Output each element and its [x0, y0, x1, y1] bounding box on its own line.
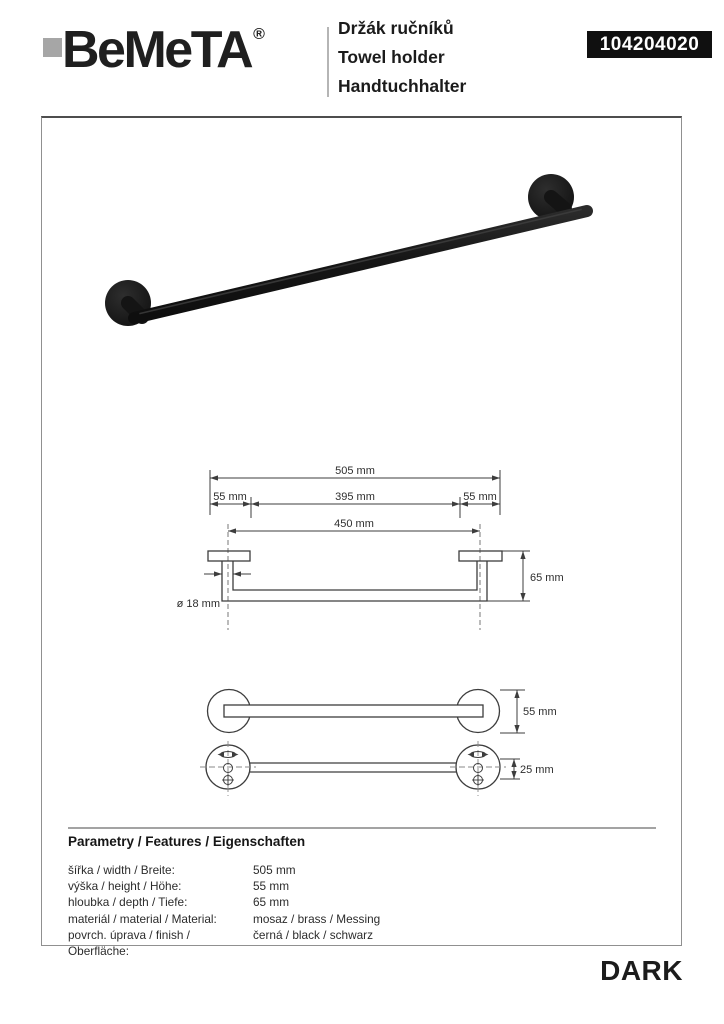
product-title-cs: Držák ručníků	[338, 18, 454, 38]
parameter-label: výška / height / Höhe:	[68, 879, 182, 894]
parameter-value: 55 mm	[253, 879, 290, 894]
dim-mount-centers-label: 450 mm	[334, 518, 374, 530]
product-title-en: Towel holder	[338, 47, 445, 67]
left-wall-plate	[208, 551, 250, 561]
dim-offset-right-label: 55 mm	[463, 491, 497, 503]
dim-overall-width-label: 505 mm	[335, 465, 375, 477]
parameter-value: černá / black / schwarz	[253, 927, 373, 942]
parameter-row	[68, 927, 380, 959]
tube-inner-outline	[233, 561, 477, 590]
product-title-block	[338, 14, 466, 101]
registered-trademark-symbol: ®	[253, 26, 265, 43]
brand-logo	[62, 21, 265, 79]
product-title-de: Handtuchhalter	[338, 76, 467, 96]
parameter-label: šířka / width / Breite:	[68, 863, 175, 877]
product-photo	[60, 140, 640, 430]
front-rail	[224, 705, 483, 717]
parameters-title: Parametry / Features / Eigenschaften	[68, 834, 306, 849]
dim-offset-left-label: 55 mm	[213, 491, 247, 503]
right-mount-stub	[551, 197, 565, 209]
parameter-label: hloubka / depth / Tiefe:	[68, 895, 188, 910]
technical-drawing	[41, 440, 682, 820]
dim-height-label: 55 mm	[523, 706, 557, 718]
parameter-row	[68, 878, 380, 894]
mount-view	[200, 741, 520, 796]
parameters-table	[68, 862, 380, 959]
parameter-row	[68, 862, 380, 878]
product-code-badge: 104204020	[587, 31, 712, 58]
rail-highlight	[140, 210, 581, 314]
parameter-row	[68, 911, 380, 927]
parameter-row	[68, 894, 380, 910]
dim-tube-diameter-label: ø 18 mm	[176, 598, 220, 610]
brand-logo-text: BeMeTA	[62, 21, 252, 79]
header-divider	[327, 27, 329, 97]
dim-inner-width-label: 395 mm	[335, 491, 375, 503]
parameter-value: 505 mm	[253, 863, 296, 877]
brand-logo-square	[43, 38, 62, 57]
dim-depth-label: 65 mm	[530, 572, 564, 584]
front-view	[208, 690, 526, 734]
parameter-value: 65 mm	[253, 895, 290, 910]
parameter-label: materiál / material / Material:	[68, 911, 217, 926]
parameter-value: mosaz / brass / Messing	[253, 911, 381, 926]
parameters-separator	[68, 827, 656, 829]
tube-outer-outline	[222, 561, 487, 601]
series-name: DARK	[600, 955, 683, 986]
dim-plate-thickness-label: 25 mm	[520, 764, 554, 776]
parameter-label: povrch. úprava / finish / Oberfläche:	[68, 927, 190, 959]
towel-rail-bar	[134, 211, 587, 318]
